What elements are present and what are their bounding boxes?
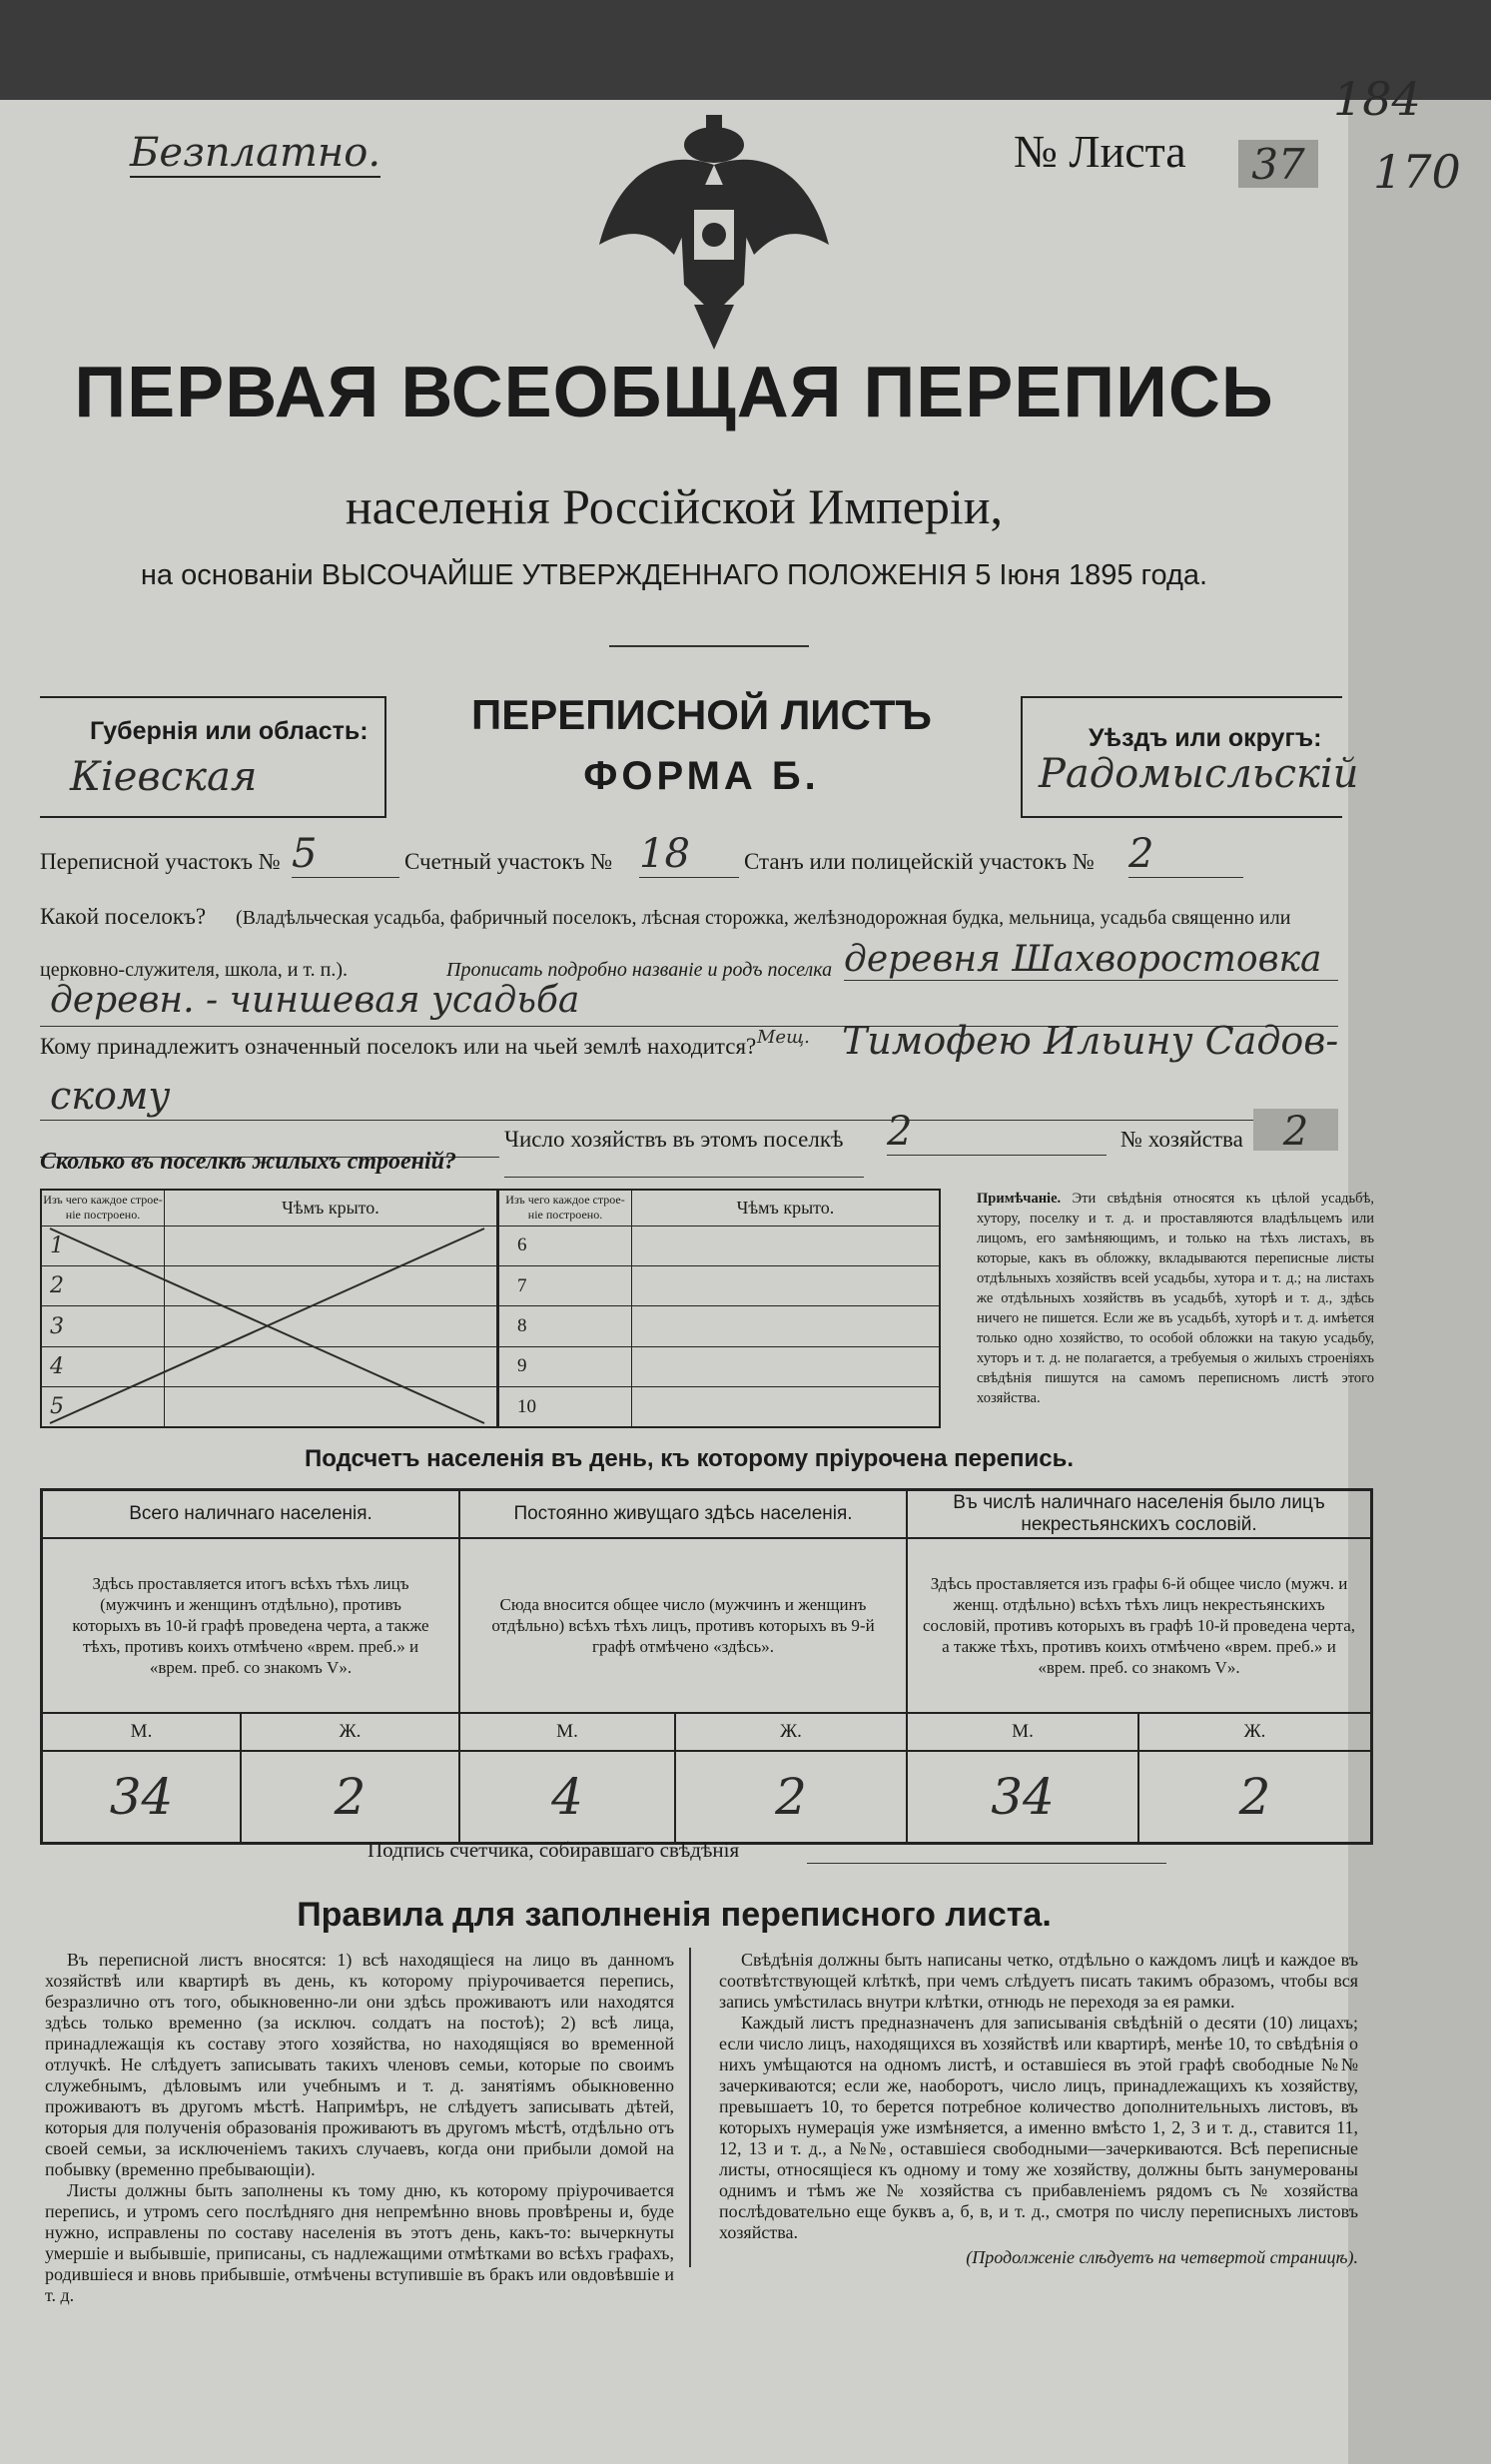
enumerator-signature-label: Подпись счетчика, собиравшаго свѣдѣнія [368, 1838, 740, 1862]
buildings-col-material: Изъ чего каждое строе- ніе построено. [41, 1190, 165, 1226]
note-text: Эти свѣдѣнія относятся къ цѣлой усадьбѣ, хутору, поселку и т. д. и проставляются владѣльцемъ или лицомъ, его замѣняющимъ, и только на тѣхъ листахъ, въ которые, какъ въ обложку, вкладываются переписные листы отдѣльныхъ хозяйствъ всей усадьбы, хутора и т. д.; на листахъ же отдѣльныхъ хозяйствъ въ усадьбѣ, хуторѣ и т. д., здѣсь ничего не пишется. Если же въ усадьбѣ, хуторѣ и т. д. имѣется только одно хозяйство, то особой обложки на такую усадьбу, хуторъ и т. д. не полагается, а требуемыя о жилыхъ строеніяхъ свѣдѣнія пишутся на самомъ переписномъ листѣ этого хозяйства. [977, 1191, 1375, 1406]
present-female-count: 2 [241, 1751, 459, 1843]
free-label: Безплатно. [130, 130, 381, 176]
rules-continued: (Продолженіе слѣдуетъ на четвертой страницѣ). [966, 2247, 1358, 2267]
buildings-col-roof-2: Чѣмъ крыто. [632, 1190, 941, 1226]
census-district-value: 5 [292, 831, 399, 878]
rules-left-column [45, 1950, 674, 2306]
buildings-table [40, 1189, 941, 1428]
corner-note-bottom: 170 [1373, 145, 1461, 199]
male-label: М. [907, 1713, 1138, 1751]
owner-line-2 [40, 1074, 1338, 1121]
divider [609, 645, 809, 647]
note-head: Примѣчаніе. [977, 1191, 1062, 1207]
buildings-row: 9 [498, 1346, 632, 1386]
household-number-value: 2 [1253, 1109, 1338, 1151]
col-permanent-text: Сюда вносится общее число (мужчинъ и женщинъ отдѣльно) всѣхъ тѣхъ лицъ, противъ которыхъ въ 9-й графѣ отмѣчено «здѣсь». [459, 1538, 907, 1713]
rules-title: Правила для заполненія переписного листа. [297, 1896, 1052, 1934]
stan-label: Станъ или полицейскій участокъ № [744, 849, 1095, 874]
buildings-row: 7 [498, 1266, 632, 1306]
col-present-text: Здѣсь проставляется итогъ всѣхъ тѣхъ лицъ (мужчинъ и женщинъ отдѣльно), противъ которыхъ въ 10-й графѣ проведена черта, а также тѣхъ, противъ коихъ отмѣчено «врем. преб.» и «врем. преб. со знакомъ V». [42, 1538, 460, 1713]
census-district-label: Переписной участокъ № [40, 849, 281, 874]
counting-district-value: 18 [639, 831, 739, 878]
settlement-type: деревн. - чиншевая усадьба [50, 980, 580, 1021]
counting-district-label: Счетный участокъ № [404, 849, 613, 874]
non-peasant-female-count: 2 [1138, 1751, 1372, 1843]
page-title: ПЕРВАЯ ВСЕОБЩАЯ ПЕРЕПИСЬ [74, 353, 1274, 432]
rules-paragraph: Листы должны быть заполнены къ тому дню, къ которому пріурочивается перепись, и утромъ сего послѣдняго дня непремѣнно вновь провѣрены и, буде нужно, исправлены по составу населенія въ этотъ день, какъ-то: вычеркнуты умершіе и выбывшіе, приписаны, съ надлежащими отмѣтками во всѣхъ графахъ, родившіеся и вновь прибывшіе, отмѣчены вступившіе въ бракъ или овдовѣвшіе и т. д. [45, 2180, 674, 2305]
buildings-row: 3 [41, 1306, 165, 1346]
settlement-question: Какой поселокъ? [40, 904, 207, 929]
buildings-answer-line [504, 1177, 864, 1178]
rules-paragraph: Въ переписной листъ вносятся: 1) всѣ находящіеся на лицо въ данномъ хозяйствѣ или квартирѣ въ день, къ которому пріурочивается перепись, безразлично отъ того, обыкновенно-ли они здѣсь проживаютъ или находятся здѣсь только временно (за исключ. солдатъ на постоѣ); 2) всѣ лица, принадлежащія къ составу этого хозяйства, но находящіяся во временной отлучкѣ. Не слѣдуетъ записывать такихъ членовъ семьи, которые по своимъ служебнымъ, дѣловымъ или учебнымъ и т. д. занятіямъ обыкновенно проживаютъ въ другомъ мѣстѣ. Напримѣръ, не слѣдуетъ записывать дѣтей, которыя для полученія образованія проживаютъ въ другомъ мѣстѣ, отдѣльно отъ своей семьи, за исключеніемъ такихъ случаевъ, когда они прибыли домой на побывку (временно пребывающіи). [45, 1950, 674, 2179]
settlement-hint: (Владѣльческая усадьба, фабричный поселокъ, лѣсная сторожка, желѣзнодорожная будка, мельница, усадьба священно или [236, 907, 1291, 929]
col-non-peasant-heading: Въ числѣ наличнаго населенія было лицъ некрестьянскихъ сословій. [907, 1490, 1372, 1539]
buildings-row: 2 [41, 1266, 165, 1306]
settlement-name: деревня Шахворостовка [844, 939, 1338, 981]
female-label: Ж. [675, 1713, 907, 1751]
uezd-label: Уѣздъ или округъ: [1089, 724, 1322, 752]
stan-value: 2 [1128, 831, 1243, 878]
owner-class: Мещ. [757, 1027, 810, 1048]
owner-name-cont: скому [50, 1074, 171, 1118]
female-label: Ж. [1138, 1713, 1372, 1751]
male-label: М. [459, 1713, 675, 1751]
buildings-row: 4 [41, 1346, 165, 1386]
signature-line [807, 1863, 1166, 1864]
settlement-hint-2: церковно-служителя, школа, и т. п.). [40, 959, 348, 981]
strike-through-cross [40, 1189, 489, 1428]
buildings-row: 5 [41, 1387, 165, 1427]
form-title: ПЕРЕПИСНОЙ ЛИСТЪ [471, 691, 932, 738]
buildings-col-material-2: Изъ чего каждое строе- ніе построено. [498, 1190, 632, 1226]
male-label: М. [42, 1713, 242, 1751]
uezd-value: Радомысльскій [1039, 751, 1359, 797]
owner-name: Тимофею Ильину Садов- [842, 1019, 1339, 1063]
buildings-row: 6 [498, 1226, 632, 1265]
page-subtitle: населенія Россійской Имперіи, [345, 478, 1004, 534]
female-label: Ж. [241, 1713, 459, 1751]
rules-right-column [719, 1950, 1358, 2268]
present-male-count: 34 [42, 1751, 242, 1843]
non-peasant-male-count: 34 [907, 1751, 1138, 1843]
households-value: 2 [887, 1109, 1107, 1156]
guberniya-value: Кіевская [70, 754, 258, 800]
sheet-number-label: № Листа [1014, 126, 1186, 177]
buildings-question: Сколько въ поселкѣ жилыхъ строеній? [40, 1149, 456, 1175]
corner-note-top: 184 [1333, 72, 1421, 126]
permanent-male-count: 4 [459, 1751, 675, 1843]
household-number-label: № хозяйства [1120, 1127, 1243, 1152]
rules-paragraph: Каждый листъ предназначенъ для записыванія свѣдѣній о десяти (10) лицахъ; если число лицъ, находящихся въ хозяйствѣ или квартирѣ, менѣе 10, то свѣдѣнія о нихъ умѣщаются на одномъ листѣ, и оставшіеся въ этой графѣ свободные №№ зачеркиваются; если же, наоборотъ, число лицъ, принадлежащихъ къ хозяйству, превышаетъ 10, то берется потребное количество дополнительныхъ листовъ, въ которыхъ нумерація уже измѣняется, а именно вмѣсто 1, 2, 3 и т. д., ставится 11, 12, 13 и т. д., а №№, оставшіеся свободными—зачеркиваются. Всѣ переписные листы, относящіеся къ одному и тому же хозяйству, должны быть занумерованы однимъ и тѣмъ же № хозяйства съ прибавленіемъ рядомъ съ № хозяйства послѣдовательно еще буквъ а, б, в, и т. д., смотря по числу переписныхъ листовъ хозяйства. [719, 2013, 1358, 2242]
col-permanent-heading: Постоянно живущаго здѣсь населенія. [459, 1490, 907, 1539]
column-divider [689, 1948, 691, 2267]
rules-paragraph: Свѣдѣнія должны быть написаны четко, отдѣльно о каждомъ лицѣ и каждое въ соотвѣтствующей клѣткѣ, при чемъ слѣдуетъ писать такимъ образомъ, чтобы вся запись умѣстилась внутри клѣтки, отнюдь не переходя за ея рамки. [719, 1950, 1358, 2012]
buildings-note [977, 1189, 1374, 1408]
sheet-number-value: 37 [1238, 140, 1318, 188]
legal-basis: на основаніи ВЫСОЧАЙШЕ УТВЕРЖДЕННАГО ПОЛОЖЕНІЯ 5 Іюня 1895 года. [140, 559, 1208, 591]
buildings-row: 1 [41, 1226, 165, 1265]
owner-question: Кому принадлежитъ означенный поселокъ или на чьей землѣ находится? [40, 1034, 757, 1059]
permanent-female-count: 2 [675, 1751, 907, 1843]
buildings-col-roof: Чѣмъ крыто. [165, 1190, 498, 1226]
buildings-row: 10 [498, 1387, 632, 1427]
households-label: Число хозяйствъ въ этомъ поселкѣ [504, 1127, 844, 1152]
population-table [40, 1488, 1373, 1845]
col-present-heading: Всего наличнаго населенія. [42, 1490, 460, 1539]
population-caption: Подсчетъ населенія въ день, къ которому пріурочена перепись. [305, 1445, 1074, 1472]
col-non-peasant-text: Здѣсь проставляется изъ графы 6-й общее число (мужч. и женщ. отдѣльно) всѣхъ тѣхъ лицъ некрестьянскихъ сословій, противъ которыхъ въ графѣ 10-й проведена черта, а также тѣхъ, противъ коихъ отмѣчено «врем. преб.» и «врем. преб. со знакомъ V». [907, 1538, 1372, 1713]
imperial-eagle-emblem [594, 105, 834, 355]
guberniya-label: Губернія или область: [90, 717, 369, 745]
form-name: ФОРМА Б. [583, 754, 820, 798]
settlement-hint-italic: Прописать подробно названіе и родъ поселка [446, 959, 833, 981]
buildings-row: 8 [498, 1306, 632, 1346]
